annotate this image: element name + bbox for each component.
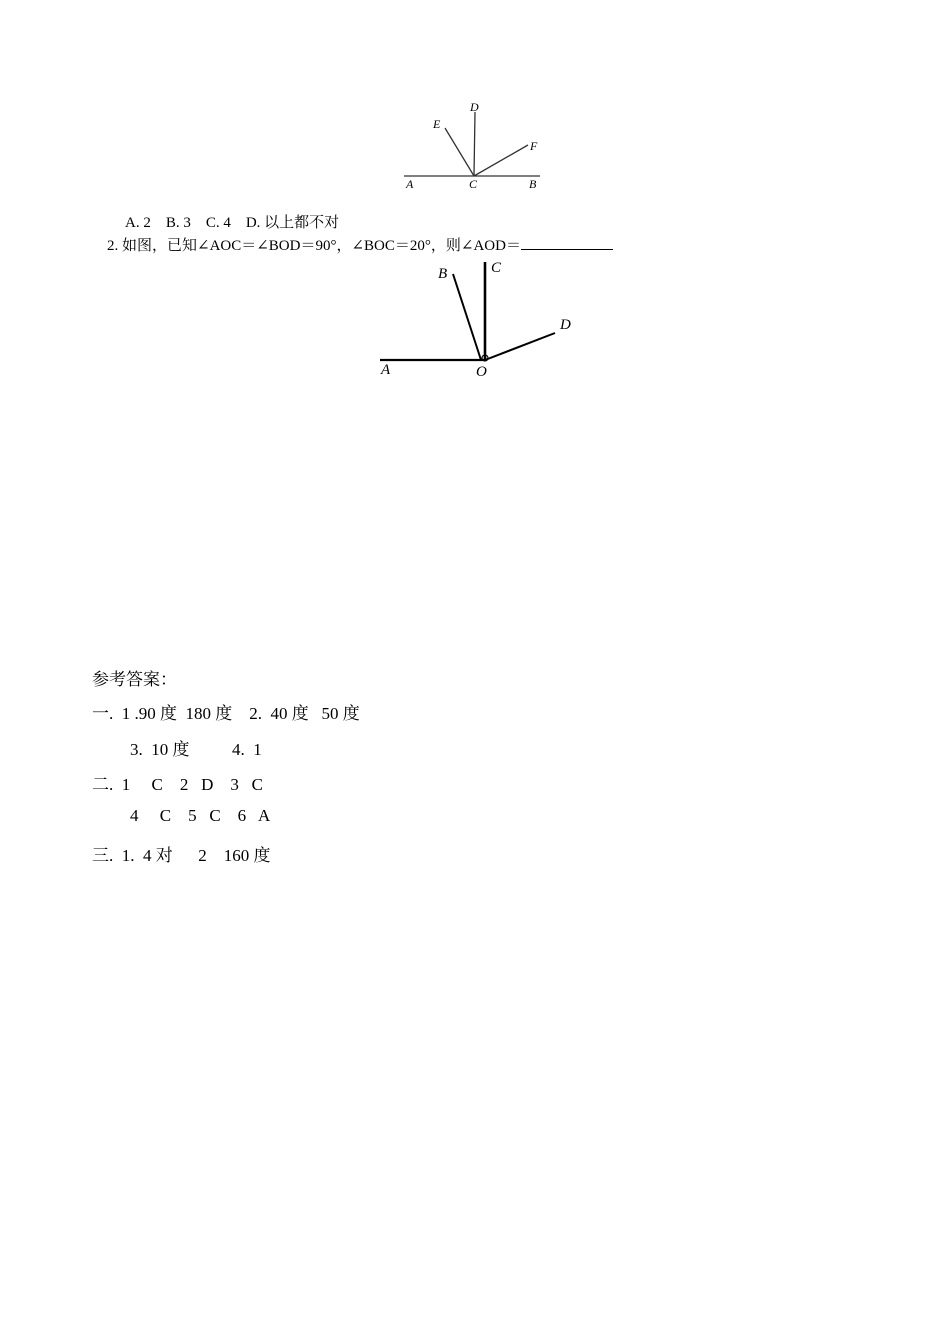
label-b: B	[438, 266, 448, 282]
ray-cf	[474, 145, 528, 176]
label-e: E	[433, 117, 441, 131]
answers-line-1: 一. 1 .90 度 180 度 2. 40 度 50 度	[92, 704, 360, 723]
q1-options: A. 2 B. 3 C. 4 D. 以上都不对	[125, 215, 340, 231]
figure-2-angles-at-o	[375, 256, 585, 381]
label-o: O	[476, 364, 487, 380]
ray-od	[485, 333, 555, 360]
label-f: F	[530, 139, 538, 153]
answers-line-3: 二. 1 C 2 D 3 C	[92, 775, 263, 794]
label-d: D	[470, 100, 479, 114]
answers-title: 参考答案：	[92, 670, 177, 689]
label-a: A	[406, 177, 414, 191]
label-d: D	[560, 317, 571, 333]
ray-cd	[474, 112, 475, 176]
q2-question	[107, 234, 613, 255]
label-c: C	[491, 260, 502, 276]
label-c: C	[469, 177, 478, 191]
q2-text: 2. 如图，已知∠AOC＝∠BOD＝90°，∠BOC＝20°，则∠AOD＝	[107, 238, 521, 254]
figure-1-rays-from-c	[400, 98, 545, 210]
answers-line-4: 4 C 5 C 6 A	[130, 806, 271, 825]
label-a: A	[381, 362, 391, 378]
answers-line-2: 3. 10 度 4. 1	[130, 740, 262, 759]
label-b: B	[529, 177, 537, 191]
answers-line-5: 三. 1. 4 对 2 160 度	[92, 846, 271, 865]
ray-ce	[445, 128, 474, 176]
q2-answer-blank[interactable]	[521, 235, 613, 250]
ray-ob	[453, 274, 481, 360]
